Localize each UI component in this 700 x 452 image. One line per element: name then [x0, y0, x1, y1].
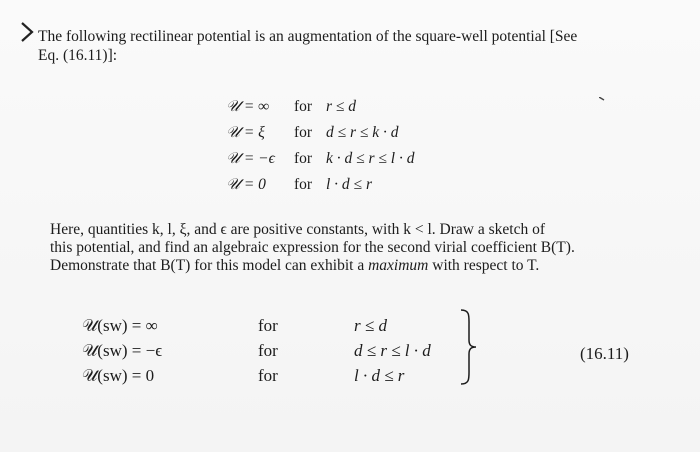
equation-number: (16.11) [580, 344, 629, 363]
condition: l · d ≤ r [354, 366, 405, 385]
for-word: for [294, 98, 313, 115]
potential-value: 𝒰 = ξ [226, 124, 265, 141]
statement-line-1: Here, quantities k, l, ξ, and ϵ are positive constants, with k < l. Draw a sketch of [50, 221, 545, 238]
intro-line-2: Eq. (16.11)]: [38, 47, 118, 64]
potential-value: 𝒰 = −ϵ [226, 150, 275, 167]
emphasis-maximum: maximum [368, 257, 429, 274]
problem-statement [50, 221, 670, 275]
statement-line-3-start: Demonstrate that B(T) for this model can exhibit a [50, 257, 369, 274]
statement-line-3 [50, 257, 670, 275]
stray-mark-icon [599, 97, 605, 101]
problem-intro [38, 27, 638, 65]
potential-value: 𝒰 = 0 [226, 176, 266, 193]
condition: l · d ≤ r [326, 176, 372, 193]
for-word: for [258, 366, 278, 385]
statement-line-3-end: with respect to T. [428, 257, 540, 274]
for-word: for [258, 316, 278, 335]
potential-value: 𝒰(sw) = ∞ [82, 316, 158, 335]
crop-mark-icon [20, 22, 36, 42]
potential-value: 𝒰(sw) = −ϵ [82, 341, 163, 360]
potential-value: 𝒰(sw) = 0 [82, 366, 155, 385]
intro-line-1: The following rectilinear potential is an augmentation of the square-well potential [See [38, 28, 578, 45]
for-word: for [294, 176, 313, 193]
right-brace-icon [458, 308, 478, 386]
for-word: for [294, 124, 313, 141]
condition: r ≤ d [354, 316, 387, 335]
for-word: for [294, 150, 313, 167]
condition: r ≤ d [326, 98, 357, 115]
condition: d ≤ r ≤ k · d [326, 124, 399, 141]
potential-value: 𝒰 = ∞ [226, 98, 270, 115]
for-word: for [258, 341, 278, 360]
statement-line-2: this potential, and find an algebraic expression for the second virial coefficient B(T). [50, 239, 575, 256]
condition: d ≤ r ≤ l · d [354, 341, 431, 360]
condition: k · d ≤ r ≤ l · d [326, 150, 415, 167]
